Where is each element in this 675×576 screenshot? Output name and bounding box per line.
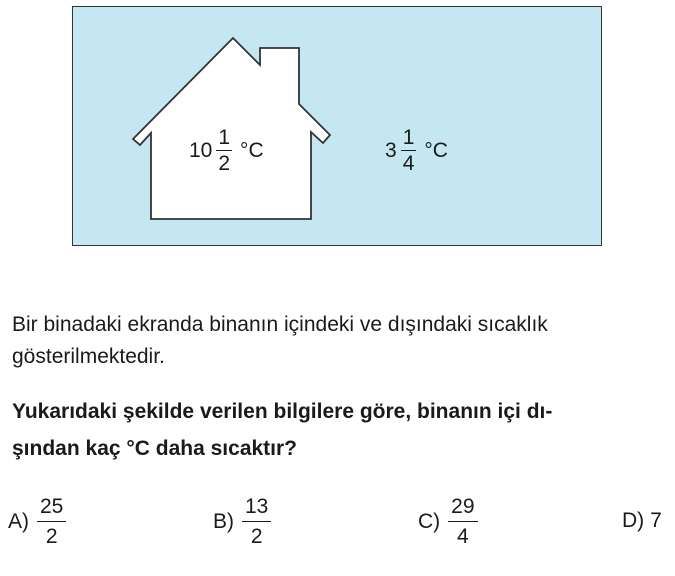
option-d[interactable] [622, 509, 662, 533]
option-b-label: B) [213, 509, 234, 533]
outside-whole: 3 [385, 138, 397, 162]
option-c-fraction [448, 496, 477, 547]
question-line-2: şından kaç °C daha sıcaktır? [12, 437, 298, 460]
option-a[interactable] [8, 496, 70, 547]
temperature-figure [72, 6, 602, 246]
option-d-label: D) [622, 509, 645, 532]
question-line-1: Yukarıdaki şekilde verilen bilgilere göre, binanın içi dı- [12, 400, 553, 423]
inside-whole: 10 [189, 138, 213, 162]
inside-numerator: 1 [218, 126, 231, 149]
option-b-denominator: 2 [250, 525, 263, 548]
option-b-numerator: 13 [242, 496, 271, 522]
option-a-denominator: 2 [45, 525, 58, 548]
option-d-value: 7 [650, 509, 662, 532]
option-c[interactable] [418, 496, 482, 547]
inside-unit: °C [240, 138, 264, 162]
outside-unit: °C [424, 138, 448, 162]
outside-denominator: 4 [402, 152, 415, 175]
intro-line-2: gösterilmektedir. [12, 345, 165, 368]
outside-temperature [385, 127, 448, 174]
inside-fraction [216, 127, 232, 174]
option-b[interactable] [213, 496, 275, 547]
option-a-numerator: 25 [37, 496, 66, 522]
inside-denominator: 2 [218, 152, 231, 175]
outside-numerator: 1 [402, 126, 415, 149]
outside-fraction [401, 127, 417, 174]
intro-line-1: Bir binadaki ekranda binanın içindeki ve dışındaki sıcaklık [12, 313, 548, 336]
inside-temperature [189, 127, 264, 174]
option-c-numerator: 29 [448, 496, 477, 522]
option-c-label: C) [418, 509, 441, 533]
option-a-fraction [37, 496, 66, 547]
option-a-label: A) [8, 509, 29, 533]
option-b-fraction [242, 496, 271, 547]
option-c-denominator: 4 [457, 525, 469, 548]
